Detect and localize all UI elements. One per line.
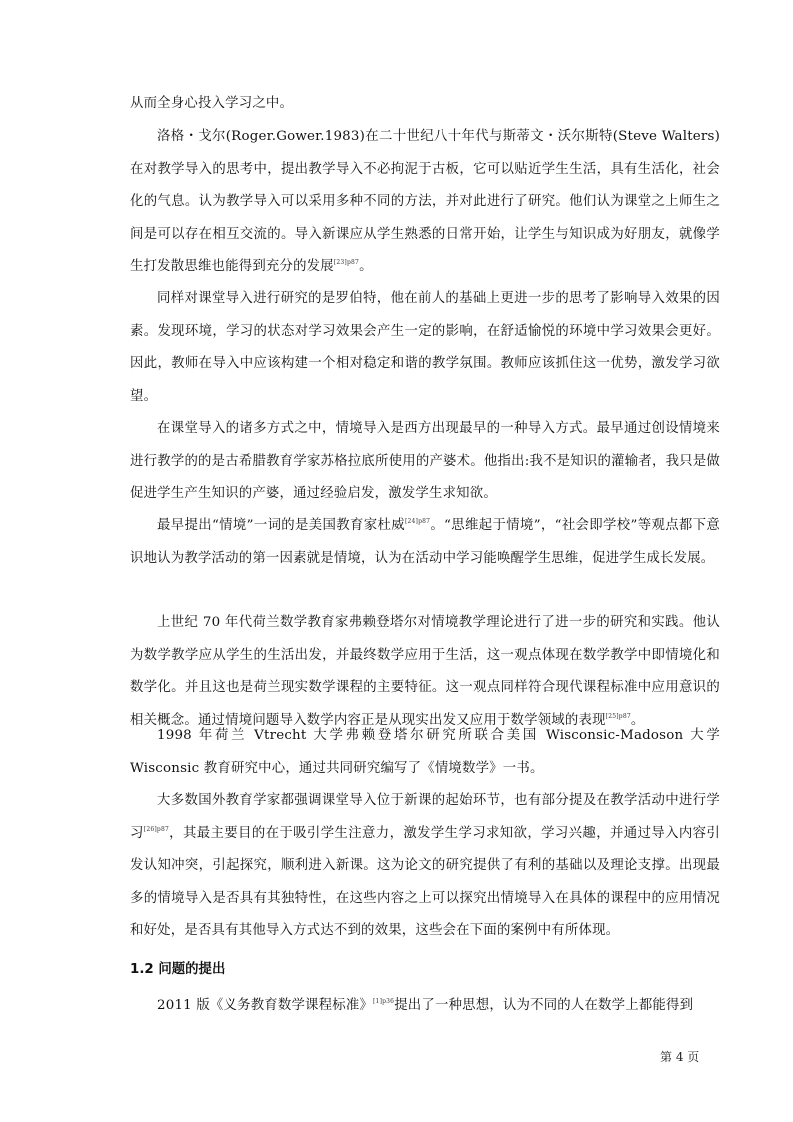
paragraph <box>130 720 720 785</box>
citation-ref: [23]p87 <box>333 259 360 266</box>
paragraph-text: 。“思维起于情境”，“社会即学校”等观点都下意识地认为教学活动的第一因素就是情境，认为在活动中学习能唤醒学生思维，促进学生成长发展。 <box>130 518 720 566</box>
citation-ref: [25]p87 <box>605 712 631 720</box>
paragraph-text: 2011 版《义务教育数学课程标准》 <box>157 998 374 1013</box>
citation-ref: [26]p87 <box>143 825 169 833</box>
paragraph-text: 大多数国外教育学家都强调课堂导入位于新课的起始环节，也有部分提及在教学活动中进行学习 <box>130 793 720 841</box>
page-number: 第 4 页 <box>660 1050 700 1064</box>
paragraph-text: 上世纪 70 年代荷兰数学教育家弗赖登塔尔对情境教学理论进行了进一步的研究和实践。他认为数学教学应从学生的生活出发，并最终数学应用于生活，这一观点体现在数学教学中即情境化和数学化。并且这也是荷兰现实数学课程的主要特征。这一观点同样符合现代课程标准中应用意识的相关概念。通过情境问题导入数学内容正是从现实出发又应用于数学领域的表现 <box>130 615 720 728</box>
section-heading: 1.2 问题的提出 <box>130 962 226 977</box>
paragraph-text: 洛格・戈尔(Roger.Gower.1983)在二十世纪八十年代与斯蒂文・沃尔斯特(Steve Walters)在对教学导入的思考中，提出教学导入不必拘泥于古板，它可以贴近学生生活，具有生活化，社会化的气息。认为教学导入可以采用多种不同的方法，并对此进行了研究。他们认为课堂之上师生之间是可以存在相互交流的。导入新课应从学生熟悉的日常开始，让学生与知识成为好朋友，就像学生打发散思维也能得到充分的发展 <box>130 129 720 274</box>
paragraph <box>130 607 720 737</box>
paragraph-text: 提出了一种思想，认为不同的人在数学上都能得到 <box>394 998 694 1013</box>
citation-ref: [24]p87 <box>404 518 431 525</box>
paragraph-text: 1998 年荷兰 Vtrecht 大学弗赖登塔尔研究所联合美国 Wisconsic-Madoson 大学 Wisconsic 教育研究中心，通过共同研究编写了《情境数学》一书。 <box>130 728 720 776</box>
paragraph-text: 从而全身心投入学习之中。 <box>130 96 294 111</box>
paragraph <box>130 413 720 511</box>
paragraph <box>130 88 720 121</box>
citation-ref: [1]p36 <box>373 998 395 1005</box>
paragraph <box>130 283 720 413</box>
paragraph <box>130 785 720 948</box>
paragraph <box>130 121 720 284</box>
paragraph-text: ，其最主要目的在于吸引学生注意力，激发学生学习求知欲，学习兴趣，并通过导入内容引发认知冲突，引起探究，顺利进入新课。这为论文的研究提供了有利的基础以及理论支撑。出现最多的情境导入是否具有其独特性，在这些内容之上可以探究出情境导入在具体的课程中的应用情况和好处，是否具有其他导入方式达不到的效果，这些会在下面的案例中有所体现。 <box>130 825 720 938</box>
paragraph-text: 最早提出“情境”一词的是美国教育家杜威 <box>157 518 405 533</box>
paragraph <box>130 510 720 575</box>
paragraph-text: 在课堂导入的诸多方式之中，情境导入是西方出现最早的一种导入方式。最早通过创设情境来进行教学的的是古希腊教育学家苏格拉底所使用的产婆术。他指出:我不是知识的灌输者，我只是做促进学生产生知识的产婆，通过经验启发，激发学生求知欲。 <box>130 421 720 501</box>
paragraph-text: 。 <box>359 259 373 274</box>
paragraph <box>130 990 720 1023</box>
paragraph-text: 同样对课堂导入进行研究的是罗伯特，他在前人的基础上更进一步的思考了影响导入效果的因素。发现环境，学习的状态对学习效果会产生一定的影响，在舒适愉悦的环境中学习效果会更好。因此，教师在导入中应该构建一个相对稳定和谐的教学氛围。教师应该抓住这一优势，激发学习欲望。 <box>130 291 720 404</box>
paragraph-text: 。 <box>630 712 645 728</box>
